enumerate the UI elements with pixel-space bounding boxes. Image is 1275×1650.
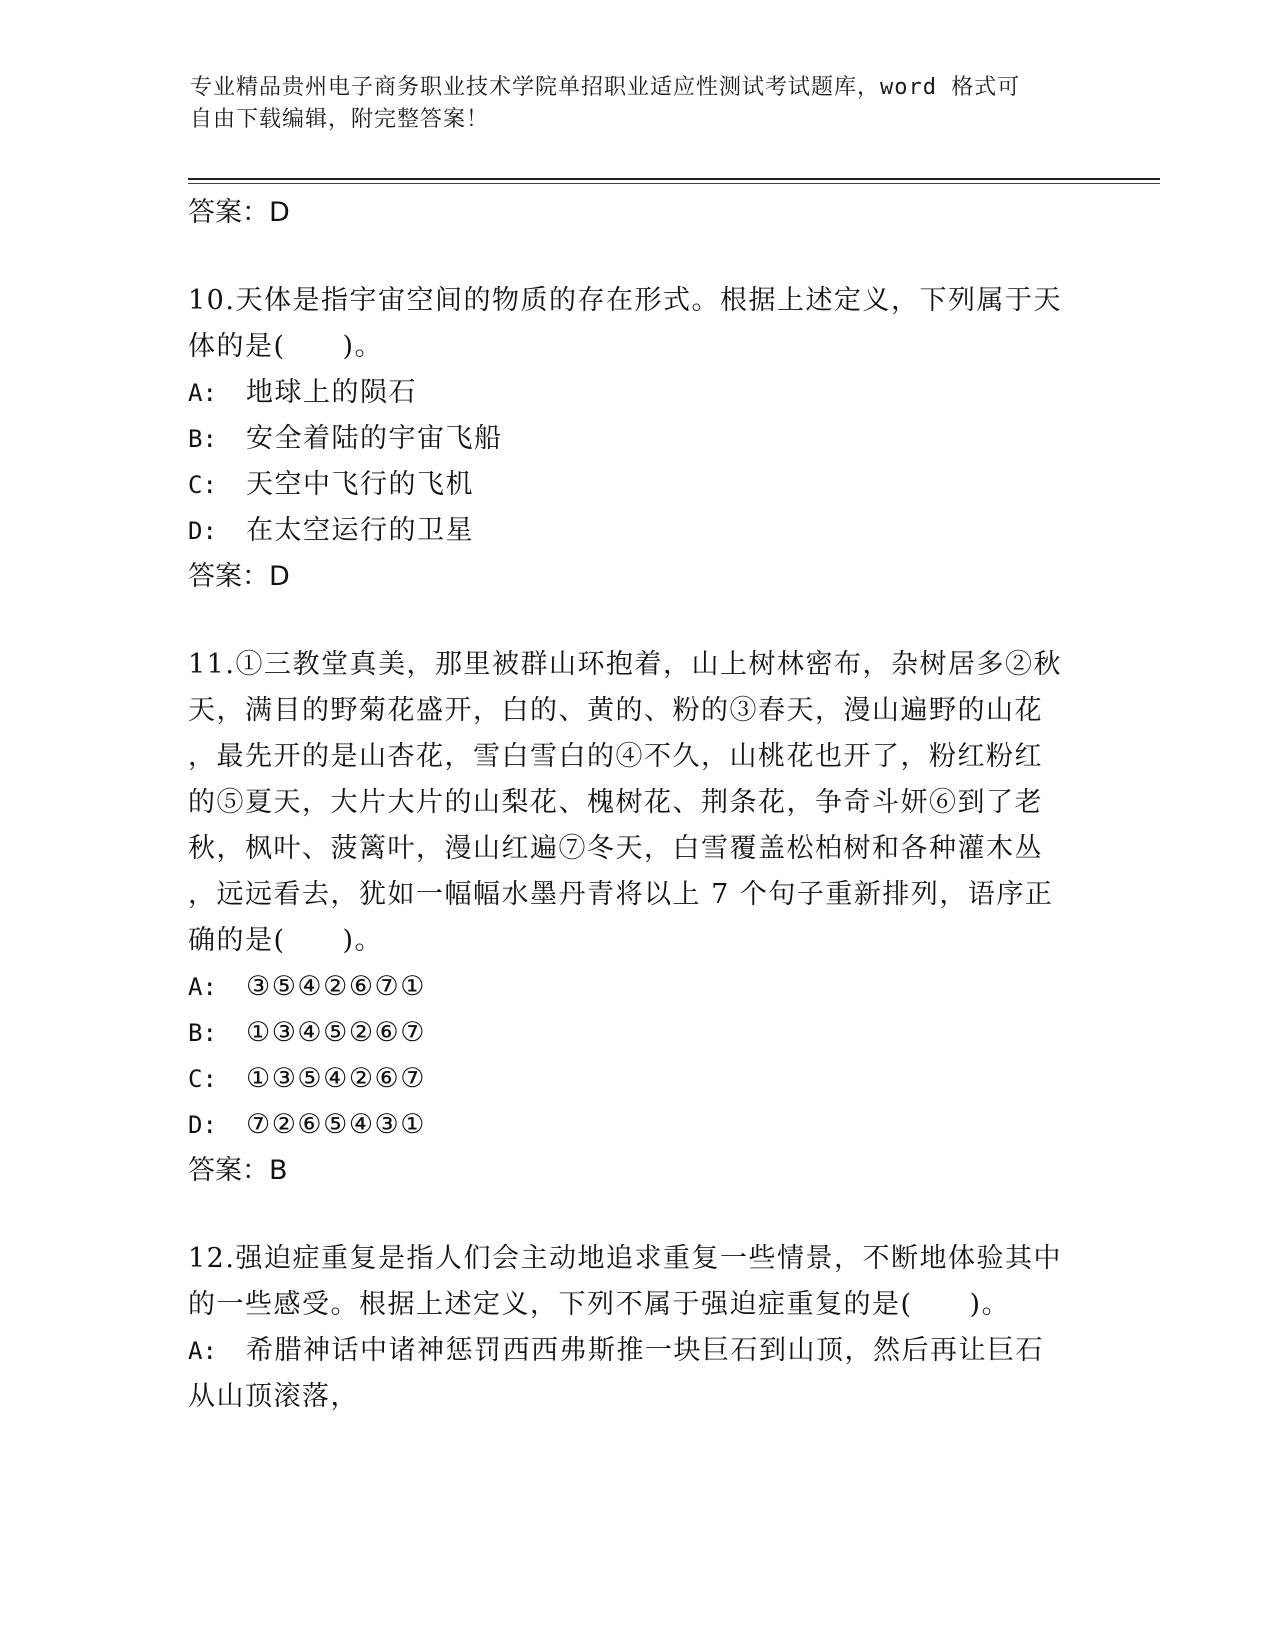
question-line: 11.①三教堂真美，那里被群山环抱着，山上树林密布，杂树居多②秋 [188,649,1062,680]
option-key: B: [188,1019,217,1047]
question-text [188,278,1078,370]
previous-answer: 答案：D [188,197,290,228]
question-line: 的一些感受。根据上述定义，下列不属于强迫症重复的是( )。 [188,1289,1011,1320]
option-key: C: [188,471,217,499]
option-text: 安全着陆的宇宙飞船 [246,423,503,454]
option-key: B: [188,425,217,453]
question-text [188,642,1078,964]
question-line: 12.强迫症重复是指人们会主动地追求重复一些情景，不断地体验其中 [188,1243,1062,1274]
question-line: 的⑤夏天，大片大片的山梨花、槐树花、荆条花，争奇斗妍⑥到了老 [188,787,1043,818]
header-line-1: 专业精品贵州电子商务职业技术学院单招职业适应性测试考试题库，word 格式可 [190,75,1021,100]
option-text: 希腊神话中诸神惩罚西西弗斯推一块巨石到山顶，然后再让巨石 [246,1335,1044,1366]
question-text [188,1236,1078,1328]
header-rule-thick [188,178,1160,180]
question-line: 天，满目的野菊花盛开，白的、黄的、粉的③春天，漫山遍野的山花 [188,695,1043,726]
option-a [188,370,1088,416]
option-text: ①③④⑤②⑥⑦ [246,1017,426,1048]
option-c [188,1056,1088,1102]
question-10 [188,278,1088,600]
option-text: ③⑤④②⑥⑦① [246,971,426,1002]
question-line: 秋，枫叶、菠篱叶，漫山红遍⑦冬天，白雪覆盖松柏树和各种灌木丛 [188,833,1043,864]
option-b [188,1010,1088,1056]
option-key: D: [188,517,217,545]
document-content [188,190,1088,1420]
question-line: 确的是( )。 [188,925,384,956]
answer: 答案：B [188,1155,288,1186]
option-text: ①③⑤④②⑥⑦ [246,1063,426,1094]
header-rule-thin [188,183,1160,184]
option-key: A: [188,379,217,407]
option-key: D: [188,1111,217,1139]
option-text: 地球上的陨石 [246,377,417,408]
option-text: 天空中飞行的飞机 [246,469,474,500]
option-key: A: [188,973,217,1001]
option-key: A: [188,1337,217,1365]
option-a [188,964,1088,1010]
option-text-continued: 从山顶滚落， [188,1381,359,1412]
page-header [190,72,1070,136]
option-text: 在太空运行的卫星 [246,515,474,546]
option-key: C: [188,1065,217,1093]
option-a [188,1328,1088,1420]
option-b [188,416,1088,462]
question-line: 体的是( )。 [188,331,384,362]
option-d [188,508,1088,554]
option-text: ⑦②⑥⑤④③① [246,1109,426,1140]
option-c [188,462,1088,508]
question-line: ，远远看去，犹如一幅幅水墨丹青将以上 7 个句子重新排列，语序正 [188,879,1054,910]
option-d [188,1102,1088,1148]
answer: 答案：D [188,561,290,592]
question-11 [188,642,1088,1194]
question-line: 10.天体是指宇宙空间的物质的存在形式。根据上述定义，下列属于天 [188,285,1062,316]
header-line-2: 自由下载编辑，附完整答案！ [190,107,490,132]
question-12 [188,1236,1088,1420]
question-line: ，最先开的是山杏花，雪白雪白的④不久，山桃花也开了，粉红粉红 [188,741,1043,772]
